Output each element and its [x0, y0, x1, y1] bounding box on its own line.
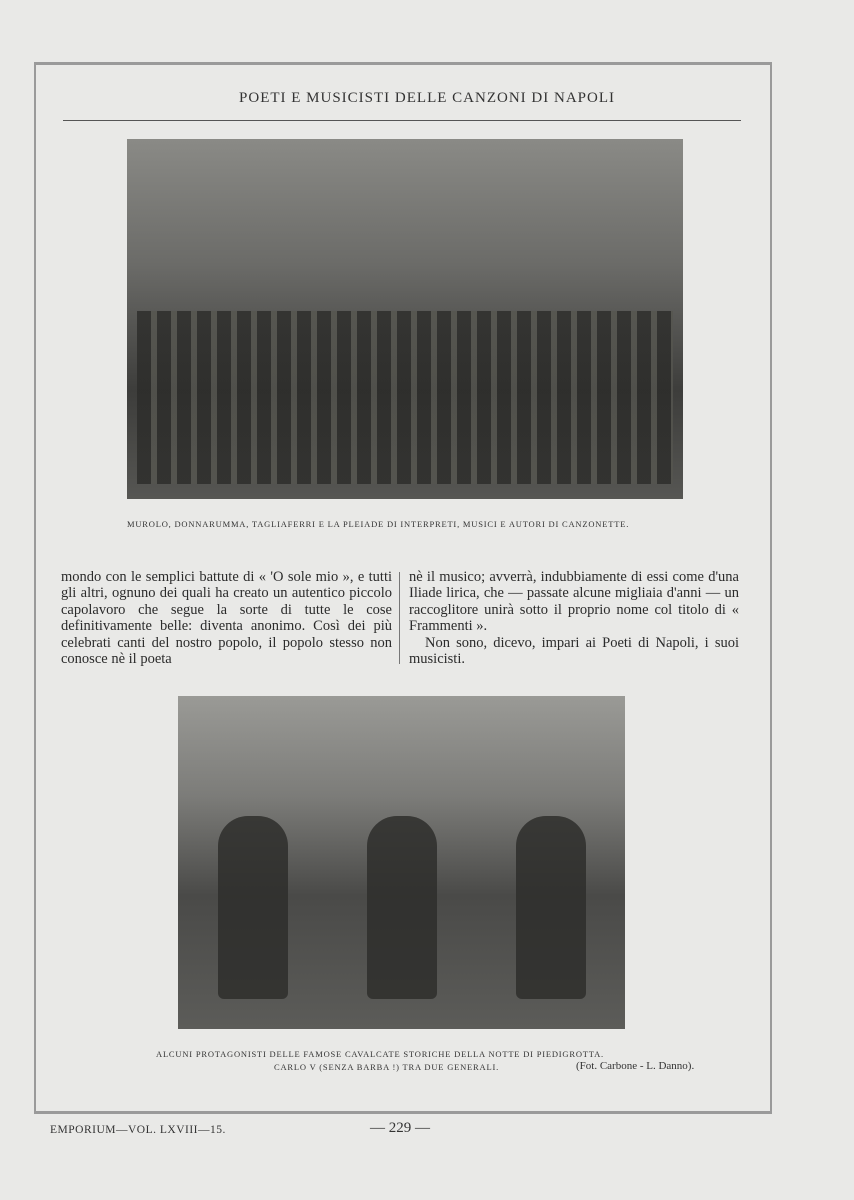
photo2-caption-line2: CARLO V (SENZA BARBA !) TRA DUE GENERALI. — [274, 1062, 500, 1072]
journal-volume: EMPORIUM—VOL. LXVIII—15. — [50, 1124, 226, 1136]
paragraph: Non sono, dicevo, impari ai Poeti di Napoli, i suoi musicisti. — [409, 634, 739, 668]
photo-credit: (Fot. Carbone - L. Danno). — [576, 1060, 695, 1072]
paragraph: mondo con le semplici battute di « 'O sole mio », e tutti gli altri, ognuno dei quali ha creato un autentico piccolo capolavoro che segue la sorte di tutte le cose definitivamente belle: diventa anonimo. Così dei più celebrati canti del nostro popolo, il popolo stesso non conosce nè il poeta — [61, 569, 392, 668]
text-column-2 — [409, 569, 739, 667]
title-rule — [63, 120, 741, 121]
crowd — [137, 311, 673, 484]
page-title: POETI E MUSICISTI DELLE CANZONI DI NAPOLI — [239, 90, 615, 106]
figure — [516, 816, 586, 999]
photo1-caption: MUROLO, DONNARUMMA, TAGLIAFERRI E LA PLEIADE DI INTERPRETI, MUSICI E AUTORI DI CANZONETTE. — [127, 519, 630, 529]
photo2-caption-line1: ALCUNI PROTAGONISTI DELLE FAMOSE CAVALCATE STORICHE DELLA NOTTE DI PIEDIGROTTA. — [156, 1049, 604, 1059]
page-number: — 229 — — [370, 1120, 430, 1136]
knights-photo — [178, 696, 625, 1029]
group-photo — [127, 139, 683, 499]
text-column-1 — [61, 569, 392, 667]
figure — [218, 816, 288, 999]
column-divider — [399, 572, 400, 664]
figure — [367, 816, 437, 999]
paragraph: nè il musico; avverrà, indubbiamente di essi come d'una Iliade lirica, che — passate alcune migliaia d'anni — un raccoglitore unirà sotto il proprio nome col titolo di « Frammenti ». — [409, 569, 739, 635]
